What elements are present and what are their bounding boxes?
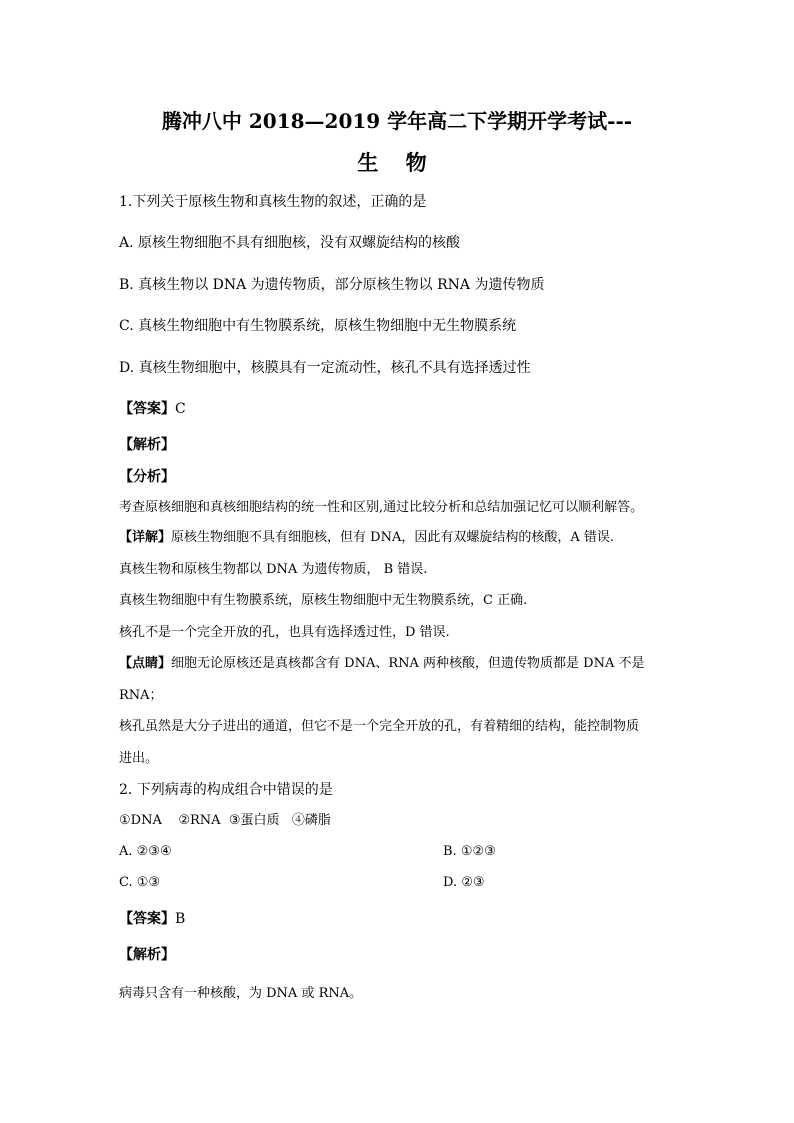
question-1-stem: 1.下列关于原核生物和真核生物的叙述，正确的是 — [119, 194, 427, 210]
question-2-analysis-label — [119, 945, 175, 965]
question-1-fenxi-text: 考查原核细胞和真核细胞结构的统一性和区别,通过比较分析和总结加强记忆可以顺利解答。 — [119, 500, 644, 515]
detail-label: 【详解】 — [119, 530, 172, 545]
question-2-option-b: B. ①②③ — [443, 844, 496, 859]
question-1-dianjing-line-2: RNA； — [119, 688, 163, 703]
question-1-option-c: C. 真核生物细胞中有生物膜系统，原核生物细胞中无生物膜系统 — [119, 318, 517, 334]
dianjing-text-1: 细胞无论原核还是真核都含有 DNA、RNA 两种核酸，但遗传物质都是 DNA 不是 — [171, 656, 645, 671]
subject-title: 生 物 — [357, 150, 437, 175]
question-1-dianjing-line-3: 核孔虽然是大分子进出的通道，但它不是一个完全开放的孔，有着精细的结构，能控制物质 — [119, 719, 640, 734]
answer-label: 【答案】 — [119, 401, 175, 417]
question-1-analysis-label — [119, 435, 175, 455]
question-1-answer — [119, 399, 186, 419]
question-1-detail-line-1 — [119, 528, 614, 548]
analysis-label: 【解析】 — [119, 437, 175, 453]
answer-value: C — [175, 401, 186, 417]
question-1-detail-line-4: 核孔不是一个完全开放的孔，也具有选择透过性，D 错误. — [119, 625, 450, 640]
page-title: 腾冲八中 2018—2019 学年高二下学期开学考试--- — [161, 109, 633, 133]
question-1-option-b: B. 真核生物以 DNA 为遗传物质，部分原核生物以 RNA 为遗传物质 — [119, 277, 545, 293]
detail-text-1: 原核生物细胞不具有细胞核，但有 DNA，因此有双螺旋结构的核酸，A 错误. — [171, 530, 614, 545]
answer-value-2: B — [175, 911, 186, 927]
question-1-detail-line-2: 真核生物和原核生物都以 DNA 为遗传物质， B 错误. — [119, 562, 428, 577]
fenxi-label: 【分析】 — [119, 469, 175, 485]
question-1-detail-line-3: 真核生物细胞中有生物膜系统，原核生物细胞中无生物膜系统，C 正确. — [119, 593, 528, 608]
question-1-option-a: A. 原核生物细胞不具有细胞核，没有双螺旋结构的核酸 — [119, 235, 461, 251]
question-1-fenxi-label — [119, 467, 175, 487]
question-1-dianjing-line-1 — [119, 654, 644, 674]
answer-label-2: 【答案】 — [119, 911, 175, 927]
question-2-option-c: C. ①③ — [119, 875, 161, 890]
dianjing-label: 【点睛】 — [119, 656, 172, 671]
question-2-analysis-text: 病毒只含有一种核酸，为 DNA 或 RNA。 — [119, 986, 363, 1001]
question-1-dianjing-line-4: 进出。 — [119, 751, 159, 766]
question-2-option-a: A. ②③④ — [119, 844, 172, 859]
question-2-stem: 2. 下列病毒的构成组合中错误的是 — [119, 782, 333, 798]
question-2-items: ①DNA ②RNA ③蛋白质 ④磷脂 — [119, 813, 331, 828]
question-2-option-d: D. ②③ — [443, 875, 485, 890]
analysis-label-2: 【解析】 — [119, 947, 175, 963]
question-1-option-d: D. 真核生物细胞中，核膜具有一定流动性，核孔不具有选择透过性 — [119, 360, 531, 376]
question-2-answer — [119, 909, 185, 929]
